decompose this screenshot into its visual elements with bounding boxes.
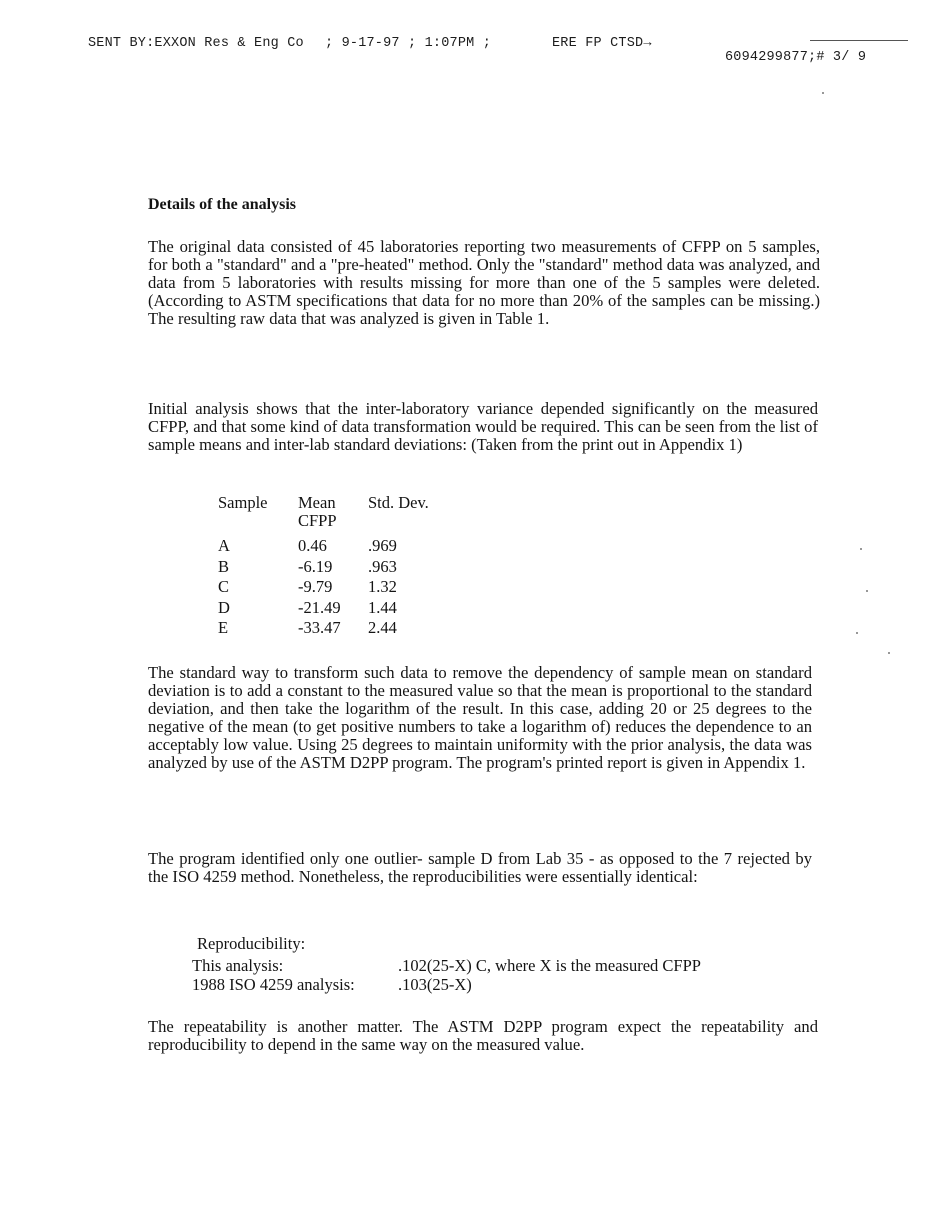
reproducibility-label: 1988 ISO 4259 analysis: — [192, 975, 355, 994]
cell-sample: C — [218, 577, 230, 596]
table-row — [218, 618, 478, 639]
cell-mean: -33.47 — [298, 618, 341, 637]
header-std-dev: Std. Dev. — [368, 493, 429, 512]
cell-mean: -9.79 — [298, 577, 333, 596]
cell-sample: A — [218, 536, 230, 555]
cell-std-dev: .963 — [368, 556, 397, 576]
reproducibility-title: Reproducibility: — [197, 934, 306, 953]
cell-std-dev: 1.44 — [368, 597, 397, 617]
paragraph-initial-analysis: Initial analysis shows that the inter-laboratory variance depended significantly on the measured CFPP, and that some kind of data transformation would be required. This can be seen from the list of sample means and inter-lab standard deviations: (Taken from the print out in Appendix 1) — [148, 399, 818, 454]
paragraph-outlier: The program identified only one outlier- sample D from Lab 35 - as opposed to the 7 rejected by the ISO 4259 method. Nonetheless, the reproducibilities were essentially identical: — [148, 849, 812, 886]
cell-std-dev: 1.32 — [368, 577, 397, 596]
fax-header — [88, 36, 888, 65]
reproducibility-row — [192, 975, 812, 994]
table-row — [218, 577, 478, 598]
header-mean: Mean CFPP — [298, 493, 337, 530]
cell-sample: B — [218, 556, 230, 576]
fax-sender: SENT BY:EXXON Res & Eng Co — [88, 36, 304, 51]
paragraph-original-data: The original data consisted of 45 laboratories reporting two measurements of CFPP on 5 samples, for both a "standard" and a "pre-heated" method. Only the "standard" method data was analyzed, and data from 5 laboratories with results missing for more than one of the 5 samples were deleted. (According to ASTM specifications that data for no more than 20% of the samples can be missing.) The resulting raw data that was analyzed is given in Table 1. — [148, 237, 820, 328]
table-row — [218, 536, 478, 557]
document-body — [148, 196, 820, 1054]
scan-speck — [888, 652, 890, 654]
scan-speck — [822, 92, 824, 94]
fax-number-page: 6094299877;# 3/ 9 — [725, 50, 867, 65]
cell-mean: -21.49 — [298, 597, 341, 617]
header-sample: Sample — [218, 493, 268, 512]
paragraph-transformation: The standard way to transform such data to remove the dependency of sample mean on standard deviation is to add a constant to the measured value so that the mean is proportional to the standard deviation, and then take the logarithm of the result. In this case, adding 20 or 25 degrees to the negative of the mean (to get positive numbers to take a logarithm of) reduces the dependence to an acceptably low value. Using 25 degrees to maintain uniformity with the prior analysis, the data was analyzed by use of the ASTM D2PP program. The program's printed report is given in Appendix 1. — [148, 663, 812, 772]
scan-speck — [860, 548, 862, 550]
scan-speck — [866, 590, 868, 592]
scan-speck — [856, 632, 858, 634]
cell-mean: 0.46 — [298, 536, 327, 555]
reproducibility-row — [192, 956, 812, 975]
table-row — [218, 598, 478, 619]
paragraph-repeatability: The repeatability is another matter. The ASTM D2PP program expect the repeatability and reproducibility to depend in the same way on the measured value. — [148, 1017, 818, 1054]
reproducibility-value: .102(25-X) C, where X is the measured CFPP — [398, 956, 701, 975]
table-header-row — [218, 494, 478, 536]
reproducibility-block — [192, 934, 812, 994]
table-row — [218, 557, 478, 578]
reproducibility-label: This analysis: — [192, 956, 284, 975]
fax-header-rule — [810, 40, 908, 41]
fax-department: ERE FP CTSD→ — [552, 36, 652, 51]
fax-datetime: ; 9-17-97 ; 1:07PM ; — [325, 36, 492, 51]
reproducibility-value: .103(25-X) — [398, 975, 472, 994]
cell-sample: D — [218, 597, 230, 617]
cell-mean: -6.19 — [298, 556, 333, 576]
cell-std-dev: 2.44 — [368, 618, 397, 637]
cell-std-dev: .969 — [368, 536, 397, 555]
section-heading: Details of the analysis — [148, 196, 296, 213]
sample-stats-table — [218, 494, 478, 639]
cell-sample: E — [218, 618, 229, 637]
